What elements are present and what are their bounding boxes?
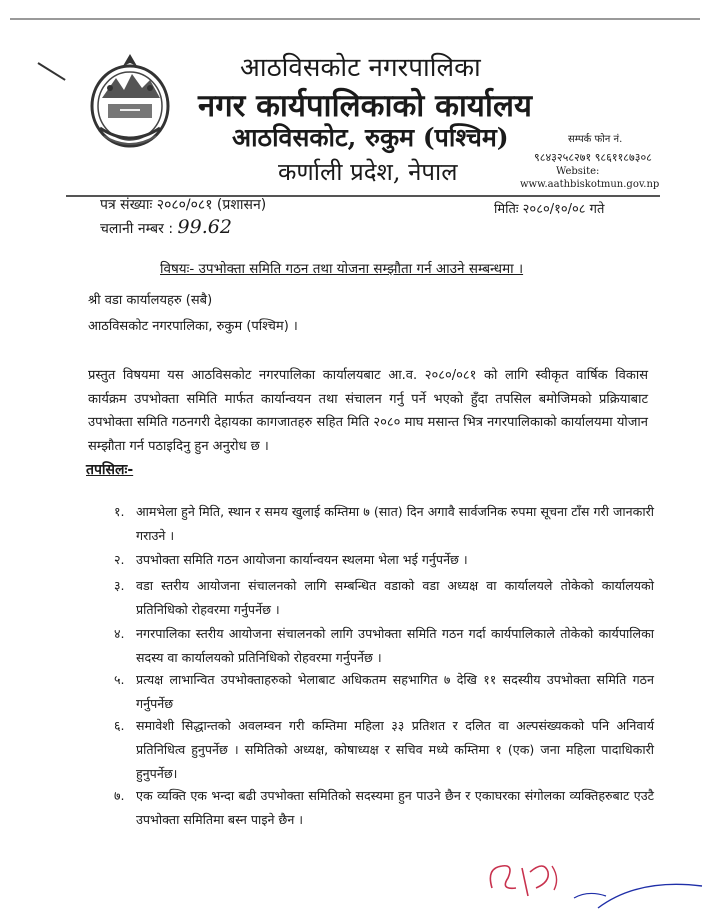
- subject-line: विषयः- उपभोक्ता समिति गठन तथा योजना सम्झौता गर्न आउने सम्बन्धमा ।: [160, 261, 524, 277]
- item-text: उपभोक्ता समिति गठन आयोजना कार्यान्वयन स्थलमा भेला भई गर्नुपर्नेछ ।: [136, 552, 468, 567]
- item-text: आमभेला हुने मिति, स्थान र समय खुलाई कम्तिमा ७ (सात) दिन अगावै सार्वजनिक रुपमा सूचना टाँस गरी जानकारी गराउने ।: [136, 504, 654, 543]
- office-address: आठविसकोट, रुकुम (पश्चिम): [232, 123, 509, 152]
- item-number: ३.: [114, 578, 125, 593]
- body-paragraph: प्रस्तुत विषयमा यस आठविसकोट नगरपालिका कार्यालयबाट आ.व. २०८०/०८१ को लागि स्वीकृत वार्षिक विकास कार्यक्रम उपभोक्ता समिति मार्फत कार्यान्वयन तथा संचालन गर्नु पर्ने भएको हुँदा तपसिल बमोजिमको प्रक्रियाबाट उपभोक्ता समिति गठनगरी देहायका कागजातहरु सहित मिति २०८० माघ मसान्त भित्र नगरपालिकाको कार्यालयमा योजान सम्झौता गर्न पठाइदिनु हुन अनुरोध छ ।: [88, 368, 648, 454]
- website-label: Website:: [556, 166, 600, 177]
- top-border-line: [10, 18, 700, 20]
- item-number: ६.: [114, 718, 125, 733]
- office-title: नगर कार्यपालिकाको कार्यालय: [198, 88, 532, 124]
- list-item: [114, 548, 654, 572]
- item-text: समावेशी सिद्धान्तको अवलम्वन गरी कम्तिमा महिला ३३ प्रतिशत र दलित वा अल्पसंख्यकको पनि अनिवार्य प्रतिनिधित्व हुनुपर्नेछ । समितिको अध्यक्ष, कोषाध्यक्ष र सचिव मध्ये कम्तिमा १ (एक) जना महिला पादाधिकारी हुनुपर्नेछ।: [136, 718, 654, 781]
- item-text: वडा स्तरीय आयोजना संचालनको लागि सम्बन्धित वडाको वडा अध्यक्ष वा कार्यालयले तोकेको कार्यालयको प्रतिनिधिको रोहवरमा गर्नुपर्नेछ ।: [136, 578, 654, 617]
- item-number: ५.: [114, 672, 125, 687]
- list-item: [114, 668, 654, 716]
- signature-stamp: [478, 838, 703, 910]
- municipality-name: आठविसकोट नगरपालिका: [240, 53, 481, 83]
- item-number: ७.: [114, 788, 125, 803]
- pen-mark: [37, 62, 65, 81]
- list-item: [114, 574, 654, 622]
- letter-date: मितिः २०८०/१०/०८ गते: [494, 202, 605, 217]
- item-number: १.: [114, 504, 125, 519]
- phone-numbers: ९८४३२५८२७१ ९८६११८७३०८: [534, 151, 652, 164]
- item-text: एक व्यक्ति एक भन्दा बढी उपभोक्ता समितिको सदस्यमा हुन पाउने छैन र एकाघरका संगोलका व्यक्तिहरुबाट एउटै उपभोक्ता समितिमा बस्न पाइने छैन ।: [136, 788, 654, 827]
- addressee-line-2: आठविसकोट नगरपालिका, रुकुम (पश्चिम) ।: [88, 319, 298, 334]
- item-text: नगरपालिका स्तरीय आयोजना संचालनको लागि उपभोक्ता समिति गठन गर्दा कार्यपालिकाले तोकेको कार्यपालिका सदस्य वा कार्यालयको प्रतिनिधिको रोहवरमा गर्नुपर्नेछ ।: [136, 626, 654, 665]
- addressee-line-1: श्री वडा कार्यालयहरु (सबै): [88, 293, 213, 308]
- list-item: [114, 622, 654, 670]
- item-number: २.: [114, 552, 125, 567]
- item-text: प्रत्यक्ष लाभान्वित उपभोक्ताहरुको भेलाबाट अधिकतम सहभागित ७ देखि ११ सदस्यीय उपभोक्ता समिति गठन गर्नुपर्नेछ: [136, 672, 654, 711]
- details-heading: तपसिलः-: [86, 462, 134, 478]
- letter-number: पत्र संख्याः २०८०/०८१ (प्रशासन): [100, 197, 267, 213]
- item-number: ४.: [114, 626, 125, 641]
- dispatch-value-handwritten: 99.62: [177, 216, 232, 238]
- website-url: www.aathbiskotmun.gov.np: [520, 179, 660, 190]
- phone-label: सम्पर्क फोन नं.: [568, 134, 623, 145]
- nepal-emblem-icon: [80, 48, 180, 158]
- list-item: [114, 784, 654, 832]
- list-item: [114, 714, 654, 786]
- list-item: [114, 500, 654, 548]
- dispatch-label: चलानी नम्बर :: [100, 221, 174, 237]
- dispatch-number: [100, 216, 232, 238]
- province-country: कर्णाली प्रदेश, नेपाल: [278, 158, 458, 186]
